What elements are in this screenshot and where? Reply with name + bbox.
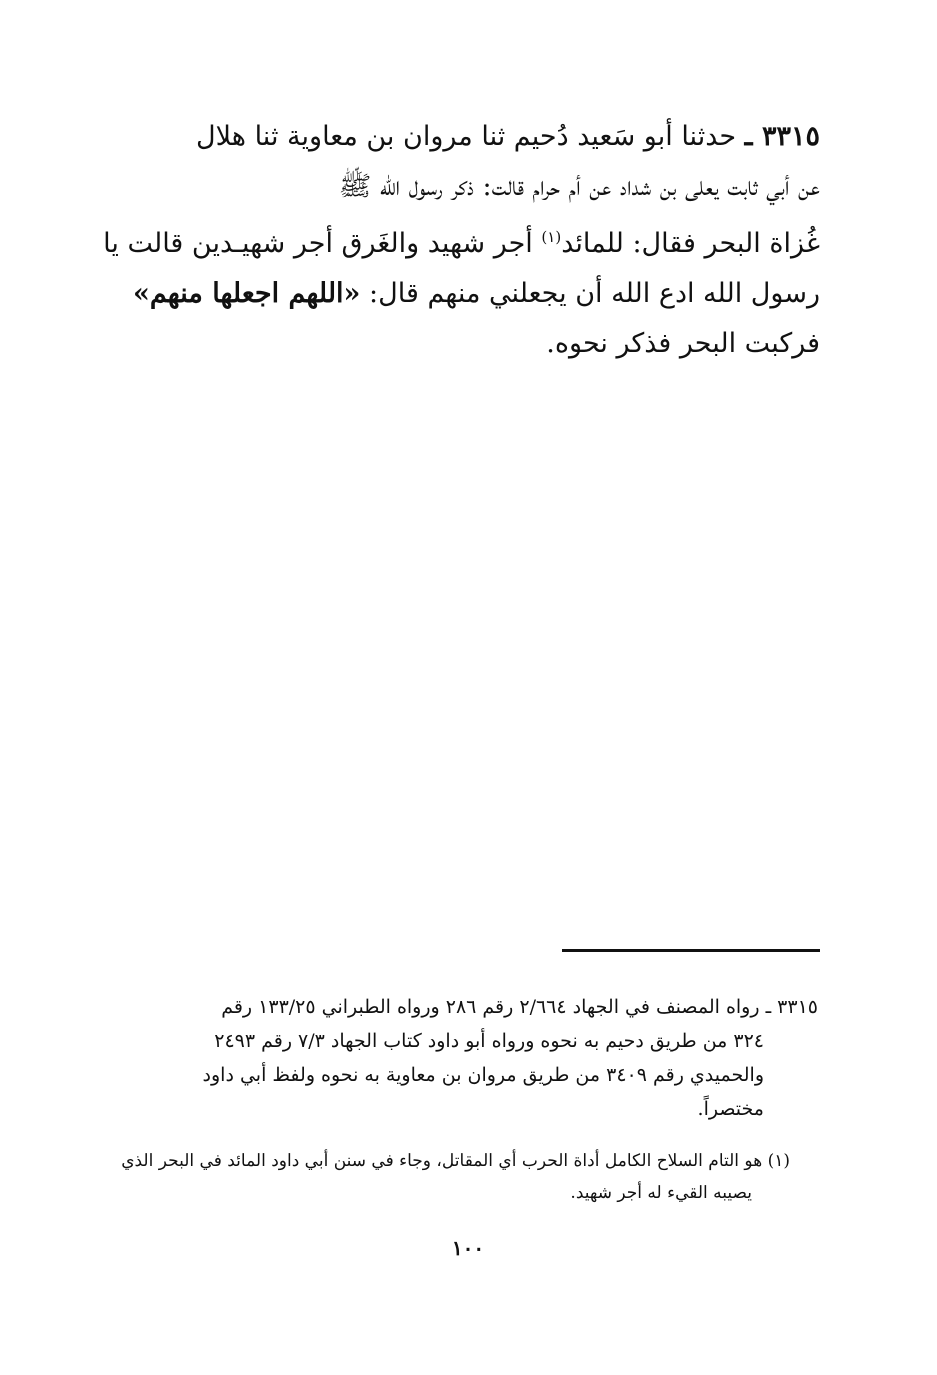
prophet-quote: «اللهم اجعلها منهم» (132, 278, 361, 309)
hadith-line-3 (103, 212, 820, 269)
note-line-3: والحميدي رقم ٣٤٠٩ من طريق مروان بن معاوية به نحوه ولفظ أبي داود (202, 1064, 764, 1086)
hadith-isnad-start: حدثنا أبو سَعيد دُحيم ثنا مروان بن معاوية ثنا هلال (196, 121, 737, 152)
hadith-line-4 (130, 269, 820, 319)
hadith-line-3-start: غُزاة البحر فقال: للمائد (561, 228, 820, 259)
hadith-text (103, 112, 820, 369)
hadith-line-1 (130, 112, 820, 162)
footnote-line-2: يصيبه القيء له أجر شهيد. (570, 1183, 752, 1203)
footnote (121, 1145, 790, 1209)
footnote-separator (562, 949, 820, 952)
footnote-line-1: (١) هو التام السلاح الكامل أداة الحرب أي المقاتل، وجاء في سنن أبي داود المائد في البحر الذي (121, 1151, 790, 1171)
hadith-line-2: عن أبي ثابت يعلى بن شداد عن أم حرام قالت: ذكر رسول الله ﷺ (338, 171, 820, 202)
hadith-number: ٣٣١٥ ـ (744, 121, 820, 152)
hadith-line-3-end: أجر شهيد والغَرق أجر شهيـدين قالت يا (103, 228, 533, 259)
takhrij-notes (140, 990, 818, 1126)
note-line-1: ٣٣١٥ ـ رواه المصنف في الجهاد ٢/٦٦٤ رقم ٢٨٦ ورواه الطبراني ١٣٣/٢٥ رقم (221, 996, 818, 1018)
footnote-reference: (١) (541, 228, 562, 246)
hadith-line-4-start: رسول الله ادع الله أن يجعلني منهم قال: (369, 278, 820, 309)
note-line-2: ٣٢٤ من طريق دحيم به نحوه ورواه أبو داود كتاب الجهاد ٧/٣ رقم ٢٤٩٣ (214, 1030, 764, 1052)
page-number: ١٠٠ (451, 1236, 485, 1260)
hadith-line-5: فركبت البحر فذكر نحوه. (546, 328, 820, 359)
note-line-4: مختصراً. (697, 1098, 764, 1120)
